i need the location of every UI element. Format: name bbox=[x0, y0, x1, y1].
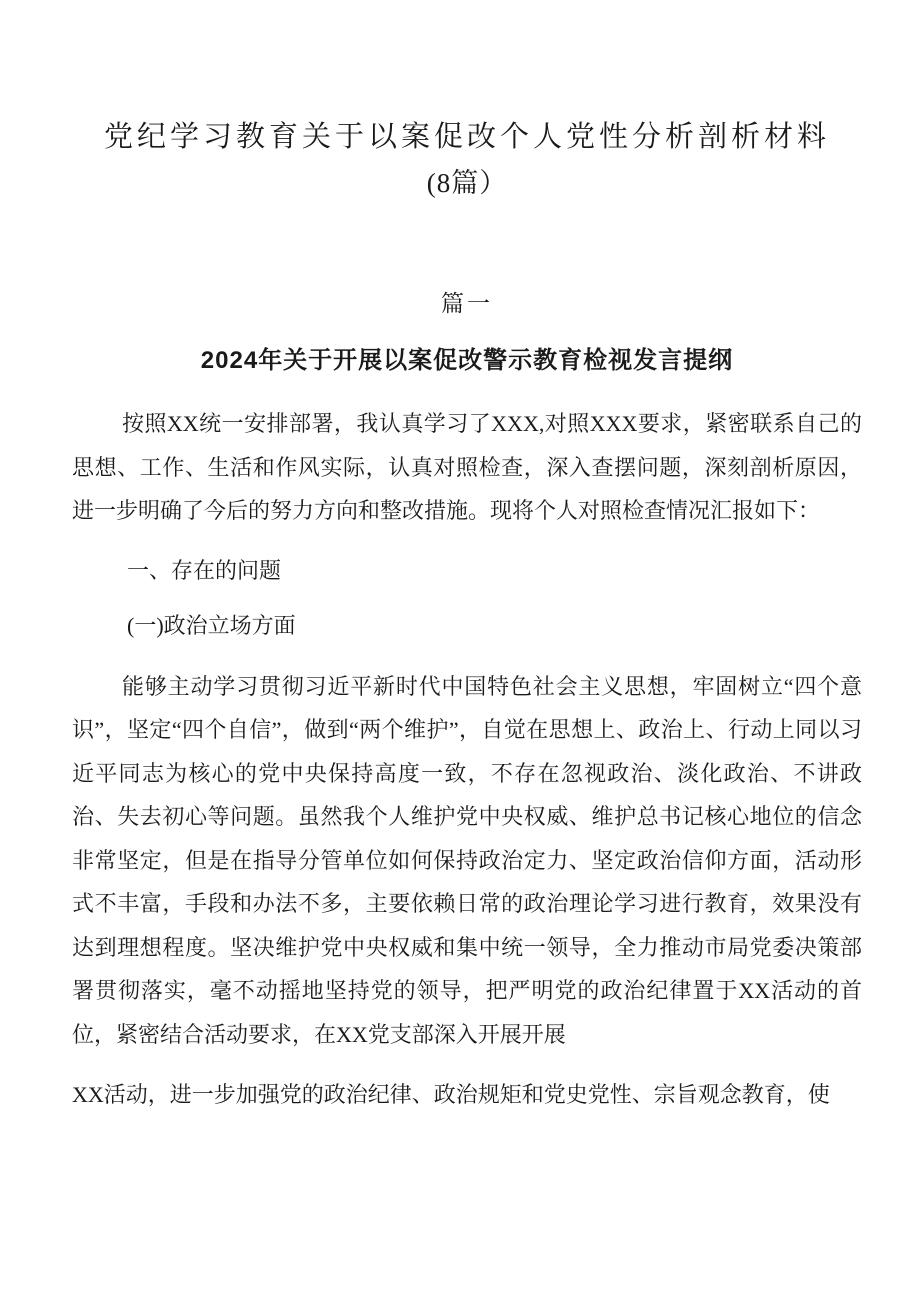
document-title-line1: 党纪学习教育关于以案促改个人党性分析剖析材料 bbox=[103, 121, 830, 153]
document-title bbox=[72, 114, 862, 206]
document-title-line2: (8篇） bbox=[426, 168, 508, 198]
subsection-heading-political-stance: (一)政治立场方面 bbox=[127, 613, 296, 638]
section-heading-problems: 一、存在的问题 bbox=[127, 557, 282, 583]
intro-paragraph: 按照XX统一安排部署，我认真学习了XXX,对照XXX要求，紧密联系自己的思想、工作、生活和作风实际，认真对照检查，深入查摆问题，深刻剖析原因，进一步明确了今后的努力方向和整改措施。现将个人对照检查情况汇报如下： bbox=[72, 411, 862, 523]
body-paragraph-1: 能够主动学习贯彻习近平新时代中国特色社会主义思想，牢固树立“四个意识”，坚定“四个自信”，做到“两个维护”，自觉在思想上、政治上、行动上同以习近平同志为核心的党中央保持高度一致，不存在忽视政治、淡化政治、不讲政治、失去初心等问题。虽然我个人维护党中央权威、维护总书记核心地位的信念非常坚定，但是在指导分管单位如何保持政治定力、坚定政治信仰方面，活动形式不丰富，手段和办法不多，主要依赖日常的政治理论学习进行教育，效果没有达到理想程度。坚决维护党中央权威和集中统一领导，全力推动市局党委决策部署贯彻落实，毫不动摇地坚持党的领导，把严明党的政治纪律置于XX活动的首位，紧密结合活动要求，在XX党支部深入开展开展 bbox=[72, 673, 862, 1047]
part-label: 篇一 bbox=[441, 290, 493, 316]
part-title: 2024年关于开展以案促改警示教育检视发言提纲 bbox=[200, 347, 734, 374]
body-paragraph-2: XX活动，进一步加强党的政治纪律、政治规矩和党史党性、宗旨观念教育，使 bbox=[72, 1082, 830, 1107]
